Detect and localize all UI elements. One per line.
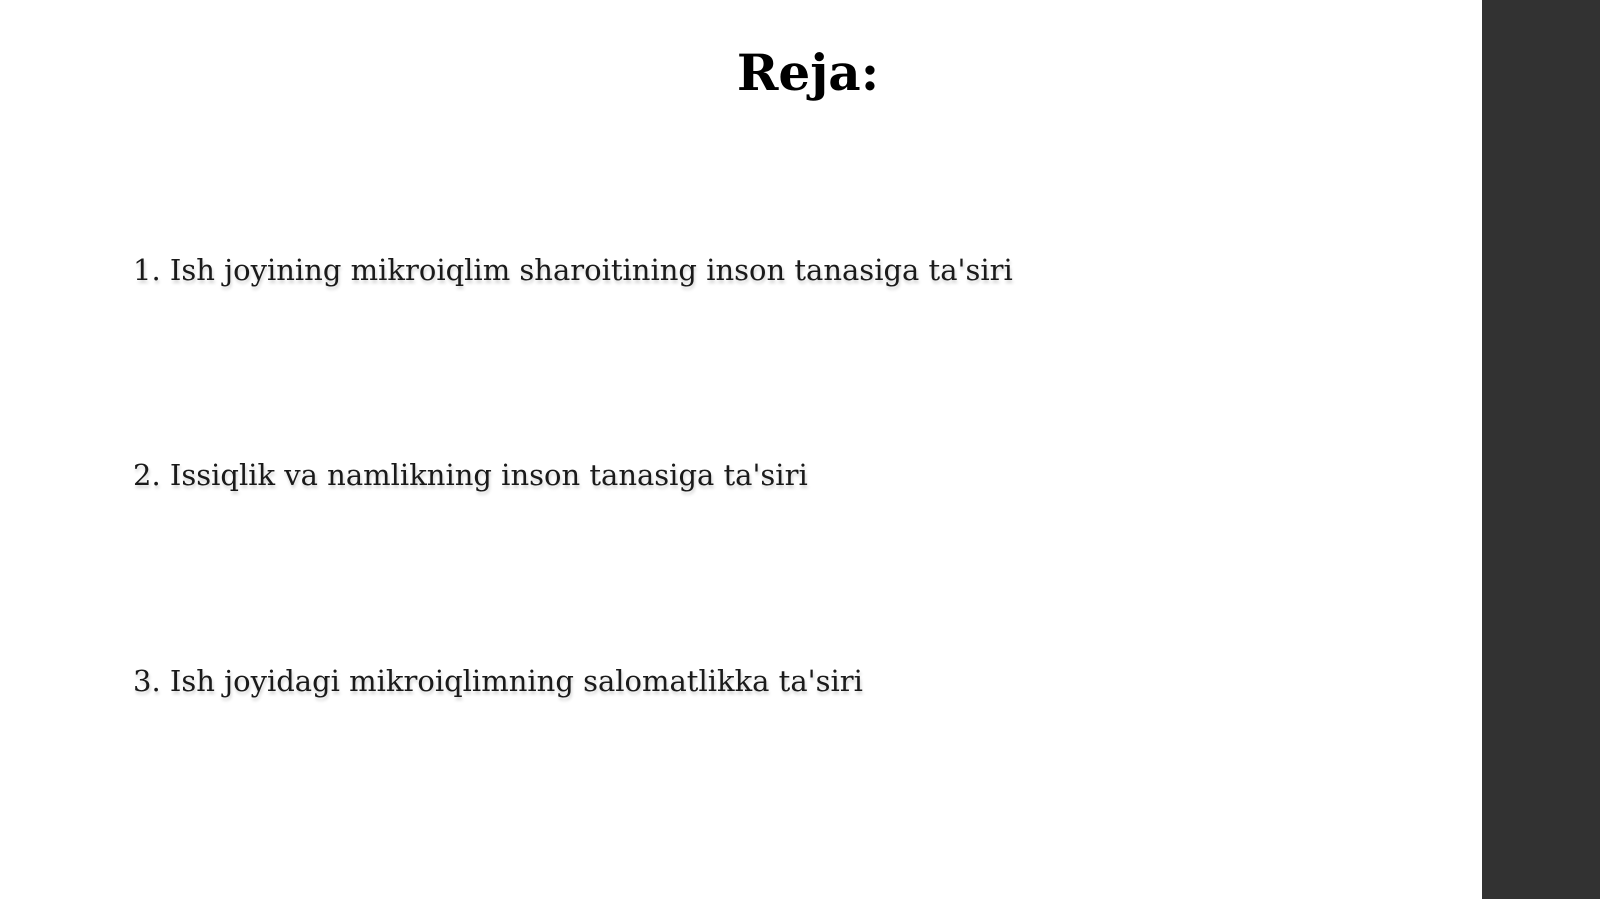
- plan-item-text: Ish joyining mikroiqlim sharoitining inson tanasiga ta'siri: [169, 253, 1013, 287]
- plan-item-number: 1.: [133, 253, 161, 287]
- plan-item-text: Ish joyidagi mikroiqlimning salomatlikka ta'siri: [169, 664, 863, 698]
- slide-title: Reja:: [736, 43, 880, 102]
- plan-item-number: 3.: [133, 664, 161, 698]
- plan-item-text: Issiqlik va namlikning inson tanasiga ta'siri: [169, 458, 808, 492]
- plan-item-number: 2.: [133, 458, 161, 492]
- plan-item-2: [133, 455, 808, 495]
- plan-item-3: [133, 661, 863, 701]
- plan-item-1: [133, 250, 1013, 290]
- right-dark-panel: [1482, 0, 1600, 899]
